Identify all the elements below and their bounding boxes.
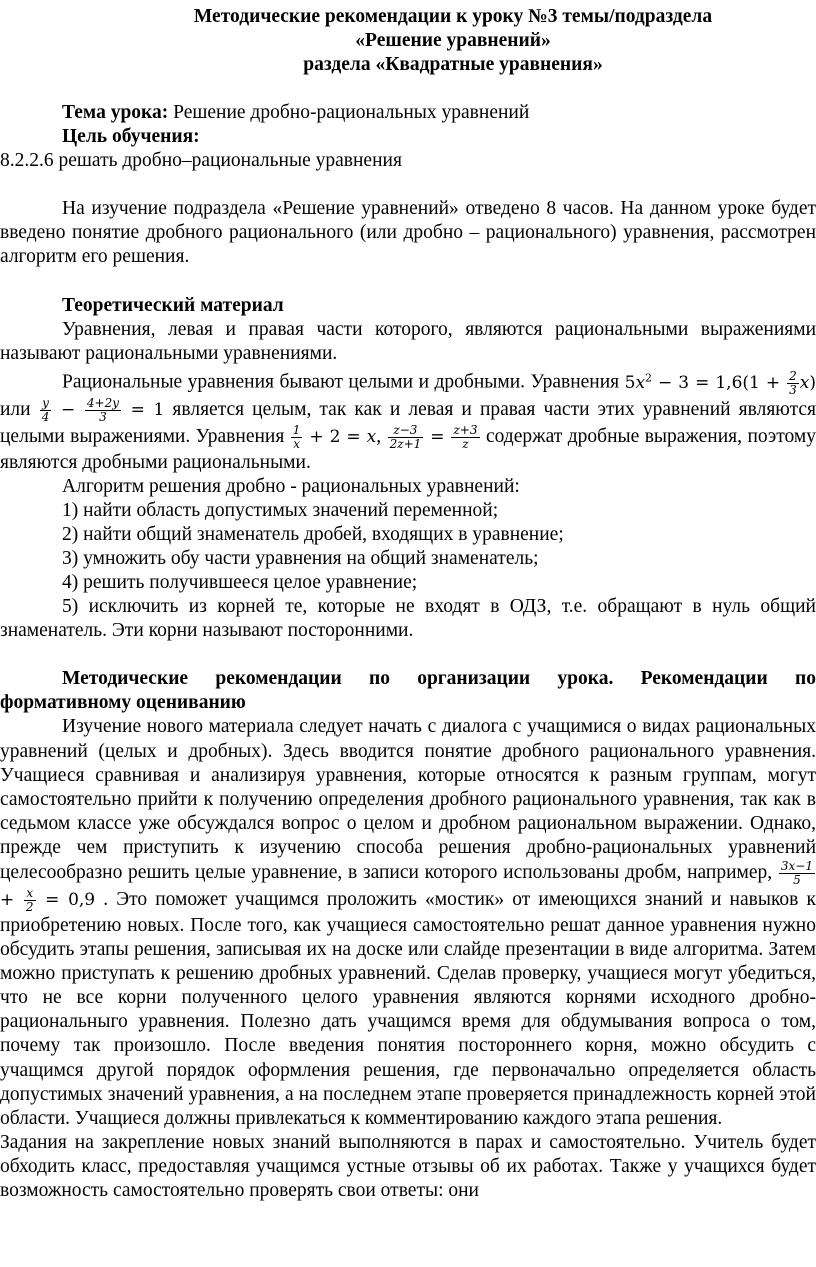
title-line-1: Методические рекомендации к уроку №3 темы/подраздела	[193, 6, 713, 27]
title-line-3: раздела «Квадратные уравнения»	[303, 54, 603, 75]
algorithm-step-1: 1) найти область допустимых значений переменной;	[62, 499, 499, 521]
algorithm-step-3: 3) умножить обу части уравнения на общий знаменатель;	[62, 547, 539, 569]
algorithm-title: Алгоритм решения дробно - рациональных уравнений:	[62, 475, 520, 497]
title-line-2: «Решение уравнений»	[355, 30, 551, 51]
equation-5: $\frac{3x-1}{5}$ + $\frac{x}{2}$ = 0,9	[0, 859, 813, 914]
theory-equations-paragraph: Рациональные уравнения бывают целыми и дробными. Уравнения $5x^2 - 3 = 1,6(1$ + $\frac{2}{3}$ x) или $\frac{y}{4}$ − $\frac{4+2y}{3}$ = 1 является целым, так как и левая и правая части этих уравнений являются целыми выражениями. Уравнения $\frac{1}{x}$ + 2 = x, $\frac{z-3}{2z+1}$ = $\frac{z+3}{z}$ содержат дробные выражения, поэтому являются дробными рациональными.	[0, 368, 816, 473]
algorithm-step-5: 5) исключить из корней те, которые не входят в ОДЗ, т.е. обращают в нуль общий знаменатель. Эти корни называют посторонними.	[0, 596, 816, 642]
algorithm-step-2: 2) найти общий знаменатель дробей, входящих в уравнение;	[62, 523, 564, 545]
equation-4: $\frac{z-3}{2z+1}$ = $\frac{z+3}{z}$	[389, 422, 478, 451]
lesson-goal-label: Цель обучения:	[62, 126, 200, 148]
equation-2: $\frac{y}{4}$ − $\frac{4+2y}{3}$ = 1	[41, 395, 165, 424]
intro-paragraph: На изучение подраздела «Решение уравнений» отведено 8 часов. На данном уроке будет введено понятие дробного рационального (или дробно – рационального) уравнения, рассмотрен алгоритм его решения.	[0, 198, 816, 268]
theory-heading: Теоретический материал	[62, 294, 284, 316]
theory-definition: Уравнения, левая и правая части которого, являются рациональными выражениями называют рациональными уравнениями.	[0, 318, 816, 364]
lesson-goal-value: 8.2.2.6 решать дробно–рациональные уравнения	[0, 150, 402, 172]
topic-value: Решение дробно-рациональных уравнений	[168, 102, 530, 123]
method-heading: Методические рекомендации по организации урока. Рекомендации по формативному оцениванию	[0, 668, 816, 714]
topic-label: Тема урока:	[62, 102, 169, 123]
equation-3: $\frac{1}{x}$ + 2 = x	[292, 422, 377, 451]
algorithm-step-4: 4) решить получившееся целое уравнение;	[62, 571, 418, 593]
lesson-topic	[0, 101, 816, 125]
document-title	[90, 0, 816, 77]
method-paragraph-2: Задания на закрепление новых знаний выполняются в парах и самостоятельно. Учитель будет обходить класс, предоставляя учащимся устные отзывы об их работах. Также у учащихся будет возможность самостоятельно проверять свои ответы: они	[0, 1131, 816, 1202]
method-paragraph-1: Изучение нового материала следует начать с диалога с учащимися о видах рациональных уравнений (целых и дробных). Здесь вводится понятие дробного рационального уравнения. Учащиеся сравнивая и анализируя уравнения, которые относятся к разным группам, могут самостоятельно прийти к получению определения дробного рационального уравнения, так как в седьмом классе уже обсуждался вопрос о целом и дробном рациональном выражении. Однако, прежде чем приступить к изучению способа решения дробно-рациональных уравнений целесообразно решить целые уравнение, в записи которого использованы дробм, например, $\frac{3x-1}{5}$ + $\frac{x}{2}$ = 0,9 . Это поможет учащимся проложить «мостик» от имеющихся знаний и навыков к приобретению новых. После того, как учащиеся самостоятельно решат данное уравнения нужно обсудить этапы решения, записывая их на доске или слайде презентации в виде алгоритма. Затем можно приступать к решению дробных уравнений. Сделав проверку, учащиеся могут убедиться, что не все корни полученного целого уравнения являются корнями исходного дробно-рациональныго уравнения. Полезно дать учащимся время для обдумывания вопроса о том, почему так произошло. После введения понятия постороннего корня, можно обсудить с учащимся другой порядок оформления решения, где первоначально определяется область допустимых значений уравнения, а на последнем этапе проверяется принадлежность корней этой области. Учащиеся должны привлекаться к комментированию каждого этапа решения.	[0, 716, 816, 1129]
equation-1: $5x^2 - 3 = 1,6(1$ + $\frac{2}{3}$ x)	[624, 368, 816, 397]
